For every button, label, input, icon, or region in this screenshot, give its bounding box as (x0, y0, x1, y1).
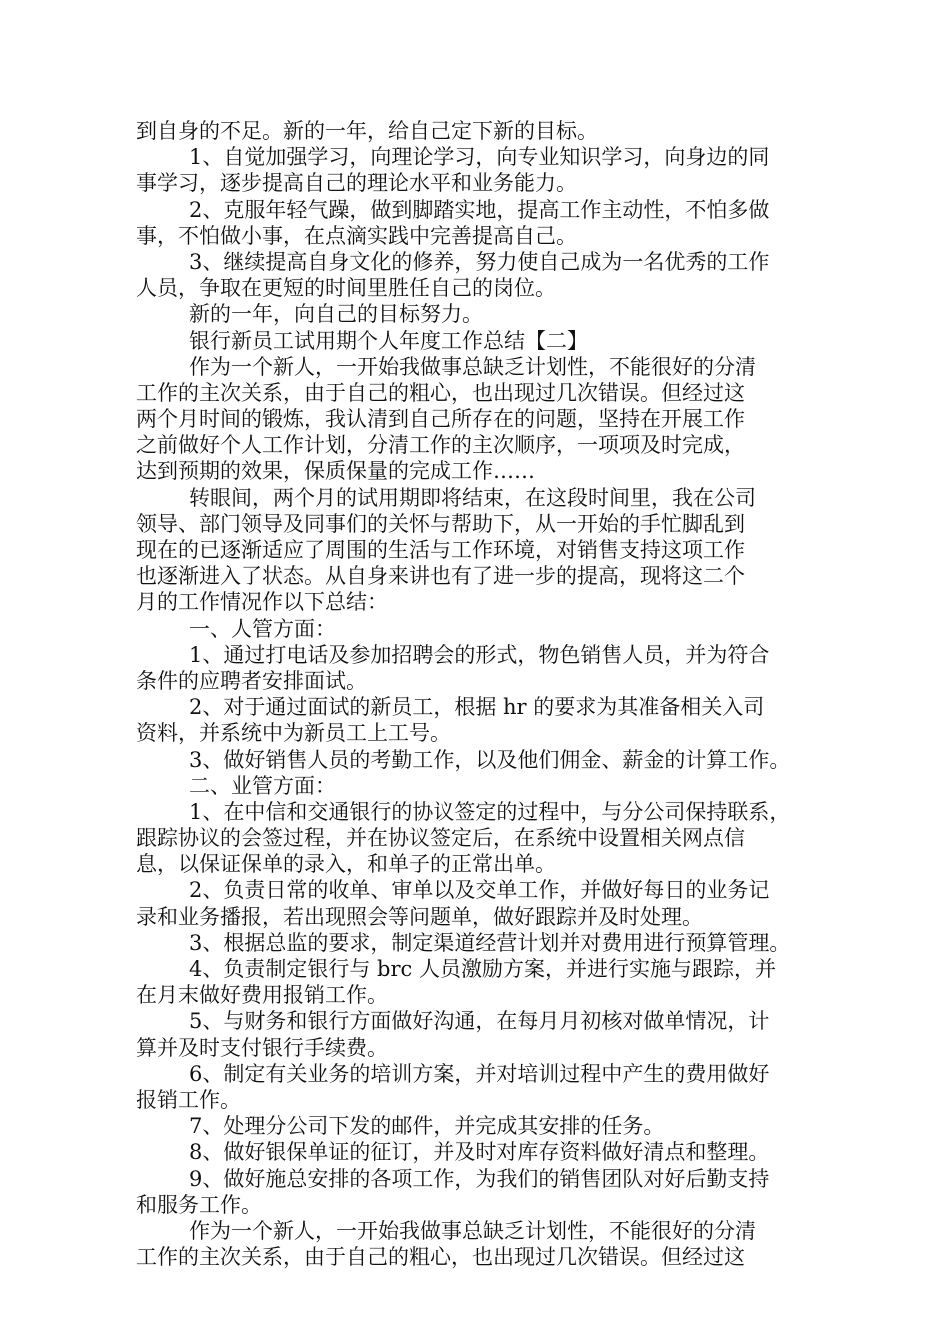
text-line: 4、负责制定银行与 brc 人员激励方案，并进行实施与跟踪，并 (189, 957, 776, 981)
text-line: 和服务工作。 (136, 1192, 262, 1217)
text-line: 1、自觉加强学习，向理论学习，向专业知识学习，向身边的同 (189, 145, 770, 170)
text-line: 录和业务播报，若出现照会等问题单，做好跟踪并及时处理。 (136, 904, 703, 929)
document-page (136, 118, 816, 1270)
text-line: 报销工作。 (136, 1087, 241, 1112)
text-line: 3、继续提高自身文化的修养，努力使自己成为一名优秀的工作 (189, 249, 770, 274)
text-line: 条件的应聘者安排面试。 (136, 668, 367, 693)
text-line: 银行新员工试用期个人年度工作总结【二】 (189, 328, 588, 353)
text-line: 到自身的不足。新的一年，给自己定下新的目标。 (136, 119, 598, 143)
text-line: 3、做好销售人员的考勤工作，以及他们佣金、薪金的计算工作。 (189, 747, 791, 772)
text-line: 6、制定有关业务的培训方案，并对培训过程中产生的费用做好 (189, 1061, 770, 1086)
text-line: 2、对于通过面试的新员工，根据 hr 的要求为其准备相关入司 (189, 695, 765, 720)
text-line: 工作的主次关系，由于自己的粗心，也出现过几次错误。但经过这 (136, 380, 745, 405)
text-line: 领导、部门领导及同事们的关怀与帮助下，从一开始的手忙脚乱到 (136, 511, 745, 536)
text-line: 1、通过打电话及参加招聘会的形式，物色销售人员，并为符合 (189, 642, 770, 667)
text-line: 达到预期的效果，保质保量的完成工作…… (136, 459, 535, 484)
text-line: 3、根据总监的要求，制定渠道经营计划并对费用进行预算管理。 (189, 930, 791, 955)
text-line: 7、处理分公司下发的邮件，并完成其安排的任务。 (189, 1114, 665, 1139)
text-line: 事学习，逐步提高自己的理论水平和业务能力。 (136, 171, 577, 196)
text-line: 二、业管方面： (189, 773, 336, 798)
text-line: 作为一个新人，一开始我做事总缺乏计划性，不能很好的分清 (189, 354, 756, 379)
text-line: 也逐渐进入了状态。从自身来讲也有了进一步的提高，现将这二个 (136, 564, 745, 589)
text-line: 一、人管方面： (189, 616, 336, 641)
text-line: 8、做好银保单证的征订，并及时对库存资料做好清点和整理。 (189, 1140, 770, 1165)
text-line: 2、克服年轻气躁，做到脚踏实地，提高工作主动性，不怕多做 (189, 197, 770, 222)
text-line: 新的一年，向自己的目标努力。 (189, 302, 483, 327)
text-line: 两个月时间的锻炼，我认清到自己所存在的问题，坚持在开展工作 (136, 407, 745, 432)
text-line: 之前做好个人工作计划，分清工作的主次顺序，一项项及时完成， (136, 433, 745, 458)
text-line: 转眼间，两个月的试用期即将结束，在这段时间里，我在公司 (189, 485, 756, 510)
text-line: 5、与财务和银行方面做好沟通，在每月月初核对做单情况，计 (189, 1009, 770, 1034)
text-line: 在月末做好费用报销工作。 (136, 983, 388, 1008)
text-line: 现在的已逐渐适应了周围的生活与工作环境，对销售支持这项工作 (136, 538, 745, 562)
text-line: 息，以保证保单的录入，和单子的正常出单。 (136, 852, 556, 877)
text-line: 算并及时支付银行手续费。 (136, 1035, 388, 1060)
text-line: 9、做好施总安排的各项工作，为我们的销售团队对好后勤支持 (189, 1166, 770, 1191)
text-line: 人员，争取在更短的时间里胜任自己的岗位。 (136, 276, 556, 301)
text-line: 月的工作情况作以下总结： (136, 590, 388, 615)
text-line: 1、在中信和交通银行的协议签定的过程中，与分公司保持联系， (189, 799, 791, 824)
text-line: 资料，并系统中为新员工上工号。 (136, 721, 451, 746)
text-line: 作为一个新人，一开始我做事总缺乏计划性，不能很好的分清 (189, 1218, 756, 1243)
text-line: 工作的主次关系，由于自己的粗心，也出现过几次错误。但经过这 (136, 1245, 745, 1270)
text-line: 2、负责日常的收单、审单以及交单工作，并做好每日的业务记 (189, 878, 770, 903)
text-line: 事，不怕做小事，在点滴实践中完善提高自己。 (136, 223, 577, 248)
text-line: 跟踪协议的会签过程，并在协议签定后，在系统中设置相关网点信 (136, 826, 745, 851)
